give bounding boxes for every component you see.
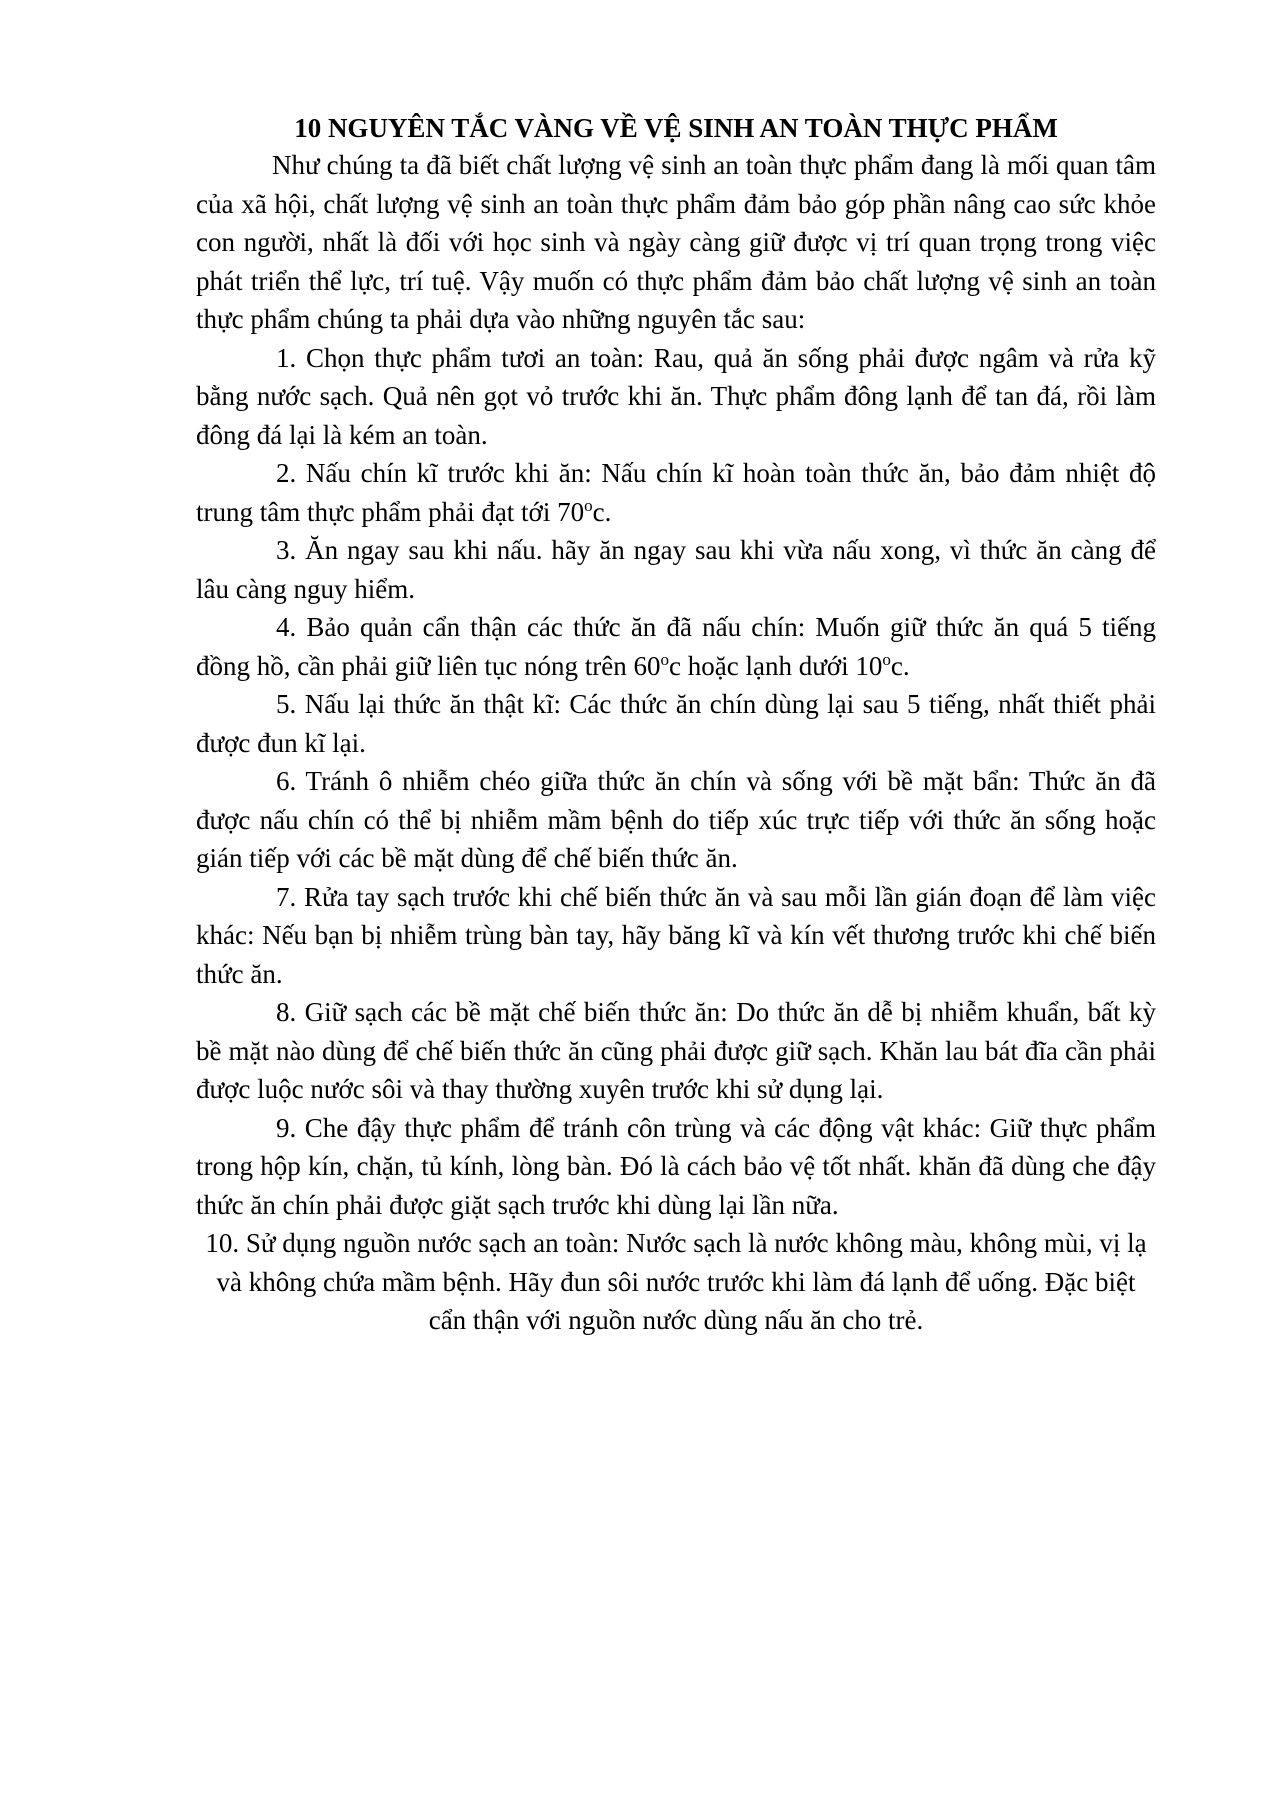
rule-1: 1. Chọn thực phẩm tươi an toàn: Rau, quả ăn sống phải được ngâm và rửa kỹ bằng nước sạch. Quả nên gọt vỏ trước khi ăn. Thực phẩm đông lạnh để tan đá, rồi làm đông đá lại là kém an toàn. [196, 342, 1156, 450]
degree-superscript: o [882, 649, 891, 669]
intro-paragraph: Như chúng ta đã biết chất lượng vệ sinh an toàn thực phẩm đang là mối quan tâm của xã hội, chất lượng vệ sinh an toàn thực phẩm đảm bảo góp phần nâng cao sức khỏe con người, nhất là đối với học sinh và ngày càng giữ được vị trí quan trọng trong việc phát triển thể lực, trí tuệ. Vậy muốn có thực phẩm đảm bảo chất lượng vệ sinh an toàn thực phẩm chúng ta phải dựa vào những nguyên tắc sau: [196, 150, 1156, 334]
rule-4-text-middle: c hoặc lạnh dưới 10 [669, 650, 883, 681]
rule-3: 3. Ăn ngay sau khi nấu. hãy ăn ngay sau khi vừa nấu xong, vì thức ăn càng để lâu càng nguy hiểm. [196, 535, 1156, 604]
rule-2 [196, 454, 1156, 531]
rule-5: 5. Nấu lại thức ăn thật kĩ: Các thức ăn chín dùng lại sau 5 tiếng, nhất thiết phải được đun kĩ lại. [196, 689, 1156, 758]
rule-4-text: 4. Bảo quản cẩn thận các thức ăn đã nấu chín: Muốn giữ thức ăn quá 5 tiếng đồng hồ, cần phải giữ liên tục nóng trên 60 [196, 612, 1156, 681]
rule-7: 7. Rửa tay sạch trước khi chế biến thức ăn và sau mỗi lần gián đoạn để làm việc khác: Nếu bạn bị nhiễm trùng bàn tay, hãy băng kĩ và kín vết thương trước khi chế biến thức ăn. [196, 881, 1156, 989]
rule-8: 8. Giữ sạch các bề mặt chế biến thức ăn: Do thức ăn dễ bị nhiễm khuẩn, bất kỳ bề mặt nào dùng để chế biến thức ăn cũng phải được giữ sạch. Khăn lau bát đĩa cần phải được luộc nước sôi và thay thường xuyên trước khi sử dụng lại. [196, 997, 1156, 1104]
document-title: 10 NGUYÊN TẮC VÀNG VỀ VỆ SINH AN TOÀN THỰC PHẨM [294, 113, 1058, 143]
document-body [196, 146, 1156, 1340]
rule-4 [196, 608, 1156, 685]
rule-2-text: 2. Nấu chín kĩ trước khi ăn: Nấu chín kĩ hoàn toàn thức ăn, bảo đảm nhiệt độ trung tâm thực phẩm phải đạt tới 70 [196, 458, 1156, 527]
rule-10: 10. Sử dụng nguồn nước sạch an toàn: Nước sạch là nước không màu, không mùi, vị lạ và không chứa mầm bệnh. Hãy đun sôi nước trước khi làm đá lạnh để uống. Đặc biệt cẩn thận với nguồn nước dùng nấu ăn cho trẻ. [205, 1228, 1147, 1335]
rule-2-unit: c. [592, 496, 612, 527]
rule-6: 6. Tránh ô nhiễm chéo giữa thức ăn chín và sống với bề mặt bẩn: Thức ăn đã được nấu chín có thể bị nhiễm mầm bệnh do tiếp xúc trực tiếp với thức ăn sống hoặc gián tiếp với các bề mặt dùng để chế biến thức ăn. [196, 766, 1156, 873]
rule-4-unit: c. [890, 650, 910, 681]
rule-9: 9. Che đậy thực phẩm để tránh côn trùng và các động vật khác: Giữ thực phẩm trong hộp kín, chặn, tủ kính, lòng bàn. Đó là cách bảo vệ tốt nhất. khăn đã dùng che đậy thức ăn chín phải được giặt sạch trước khi dùng lại lần nữa. [196, 1112, 1156, 1220]
degree-superscript: o [660, 649, 670, 669]
degree-superscript: o [584, 495, 593, 515]
